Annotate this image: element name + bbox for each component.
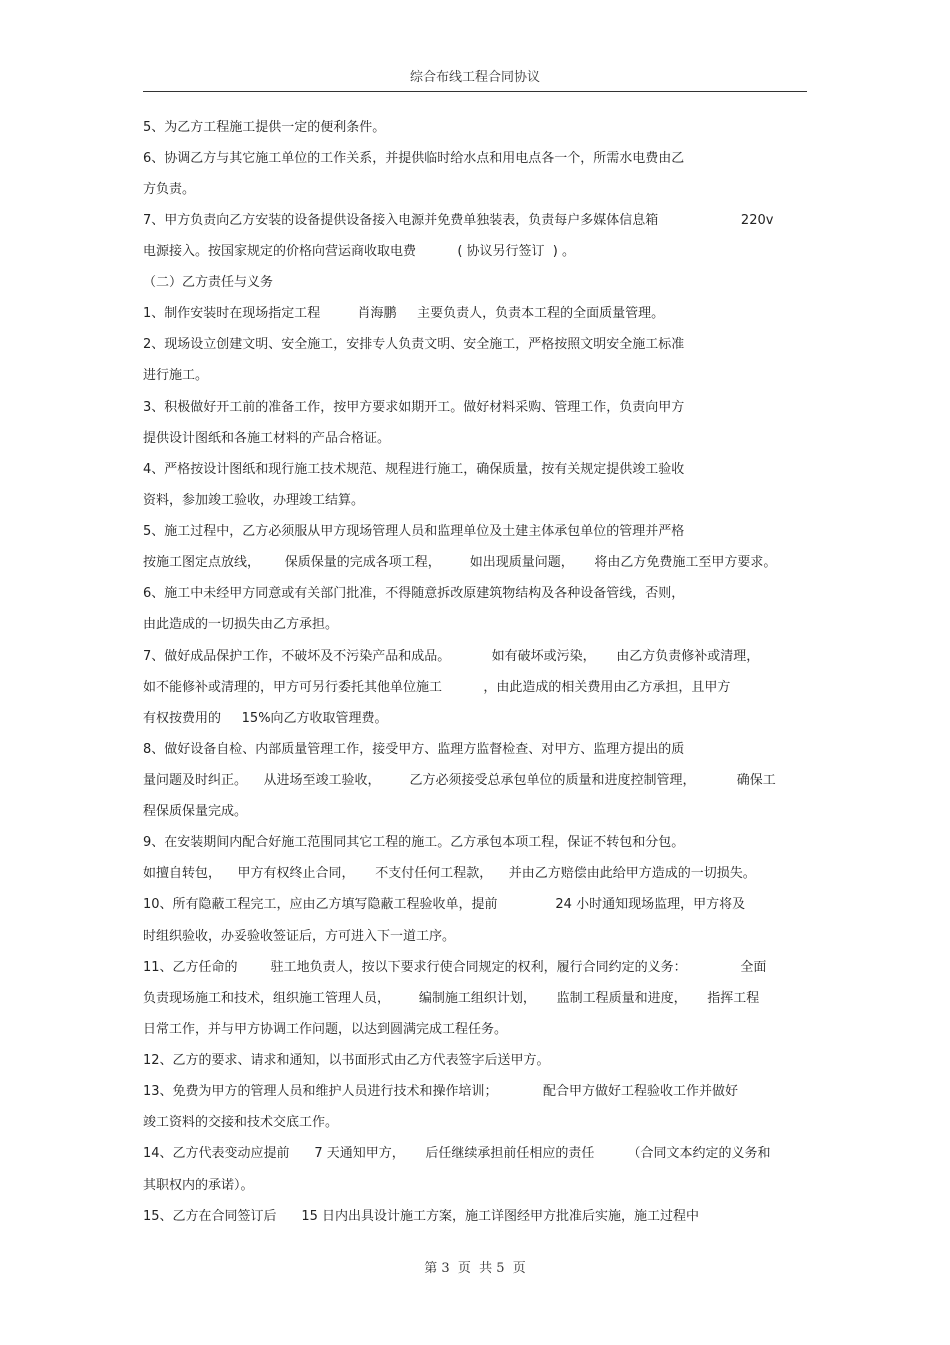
text-line: 3、积极做好开工前的准备工作，按甲方要求如期开工。做好材料采购、管理工作，负责向甲方 [143, 400, 685, 415]
text-line: 提供设计图纸和各施工材料的产品合格证。 [143, 431, 391, 446]
text-line: 负责现场施工和技术，组织施工管理人员， 编制施工组织计划， 监制工程质量和进度， 指挥工程 [143, 991, 760, 1006]
text-line: 方负责。 [143, 182, 196, 197]
text-line: 如擅自转包， 甲方有权终止合同， 不支付任何工程款， 并由乙方赔偿由此给甲方造成的一切损失。 [143, 866, 756, 881]
text-line: 由此造成的一切损失由乙方承担。 [143, 617, 339, 632]
text-line: 程保质保量完成。 [143, 804, 248, 819]
text-line: 电源接入。按国家规定的价格向营运商收取电费 ( 协议另行签订 ) 。 [143, 244, 575, 259]
text-line: 4、严格按设计图纸和现行施工技术规范、规程进行施工，确保质量，按有关规定提供竣工验收 [143, 462, 685, 477]
text-line: 5、为乙方工程施工提供一定的便利条件。 [143, 120, 386, 135]
text-line: 6、施工中未经甲方同意或有关部门批准，不得随意拆改原建筑物结构及各种设备管线，否则， [143, 586, 685, 601]
text-line: 12、乙方的要求、请求和通知，以书面形式由乙方代表签字后送甲方。 [143, 1053, 550, 1068]
text-line: 如不能修补或清理的，甲方可另行委托其他单位施工 ，由此造成的相关费用由乙方承担，且甲方 [143, 680, 731, 695]
text-line: 其职权内的承诺）。 [143, 1178, 254, 1193]
text-line: 按施工图定点放线， 保质保量的完成各项工程， 如出现质量问题， 将由乙方免费施工至甲方要求。 [143, 555, 777, 570]
text-line: 14、乙方代表变动应提前 7 天通知甲方， 后任继续承担前任相应的责任 （合同文本约定的义务和 [143, 1146, 771, 1161]
text-line: 9、在安装期间内配合好施工范围同其它工程的施工。乙方承包本项工程，保证不转包和分包。 [143, 835, 685, 850]
text-line: 13、免费为甲方的管理人员和维护人员进行技术和操作培训； 配合甲方做好工程验收工作并做好 [143, 1084, 738, 1099]
section-heading: （二）乙方责任与义务 [143, 275, 274, 290]
text-line: 进行施工。 [143, 368, 209, 383]
text-line: 11、乙方任命的 驻工地负责人，按以下要求行使合同规定的权利，履行合同约定的义务： 全面 [143, 960, 767, 975]
page-header-title: 综合布线工程合同协议 [409, 70, 540, 85]
text-line: 5、施工过程中，乙方必须服从甲方现场管理人员和监理单位及土建主体承包单位的管理并严格 [143, 524, 685, 539]
header-rule [143, 91, 807, 92]
text-line: 15、乙方在合同签订后 15 日内出具设计施工方案，施工详图经甲方批准后实施，施工过程中 [143, 1209, 700, 1224]
text-line: 资料，参加竣工验收，办理竣工结算。 [143, 493, 365, 508]
text-line: 8、做好设备自检、内部质量管理工作，接受甲方、监理方监督检查、对甲方、监理方提出的质 [143, 742, 685, 757]
text-line: 日常工作，并与甲方协调工作问题，以达到圆满完成工程任务。 [143, 1022, 508, 1037]
text-line: 10、所有隐蔽工程完工，应由乙方填写隐蔽工程验收单，提前 24 小时通知现场监理，甲方将及 [143, 897, 746, 912]
text-line: 量问题及时纠正。 从进场至竣工验收， 乙方必须接受总承包单位的质量和进度控制管理， 确保工 [143, 773, 776, 788]
text-line: 7、甲方负责向乙方安装的设备提供设备接入电源并免费单独装表，负责每户多媒体信息箱 220v [143, 213, 774, 228]
text-line: 竣工资料的交接和技术交底工作。 [143, 1115, 339, 1130]
text-line: 1、制作安装时在现场指定工程 肖海鹏 主要负责人，负责本工程的全面质量管理。 [143, 306, 665, 321]
text-line: 7、做好成品保护工作，不破坏及不污染产品和成品。 如有破坏或污染， 由乙方负责修补或清理， [143, 649, 760, 664]
text-line: 2、现场设立创建文明、安全施工，安排专人负责文明、安全施工，严格按照文明安全施工标准 [143, 337, 685, 352]
page-footer-number: 第 3 页 共 5 页 [424, 1261, 526, 1276]
text-line: 有权按费用的 15%向乙方收取管理费。 [143, 711, 388, 726]
text-line: 6、协调乙方与其它施工单位的工作关系，并提供临时给水点和用电点各一个，所需水电费由乙 [143, 151, 685, 166]
text-line: 时组织验收，办妥验收签证后，方可进入下一道工序。 [143, 929, 456, 944]
